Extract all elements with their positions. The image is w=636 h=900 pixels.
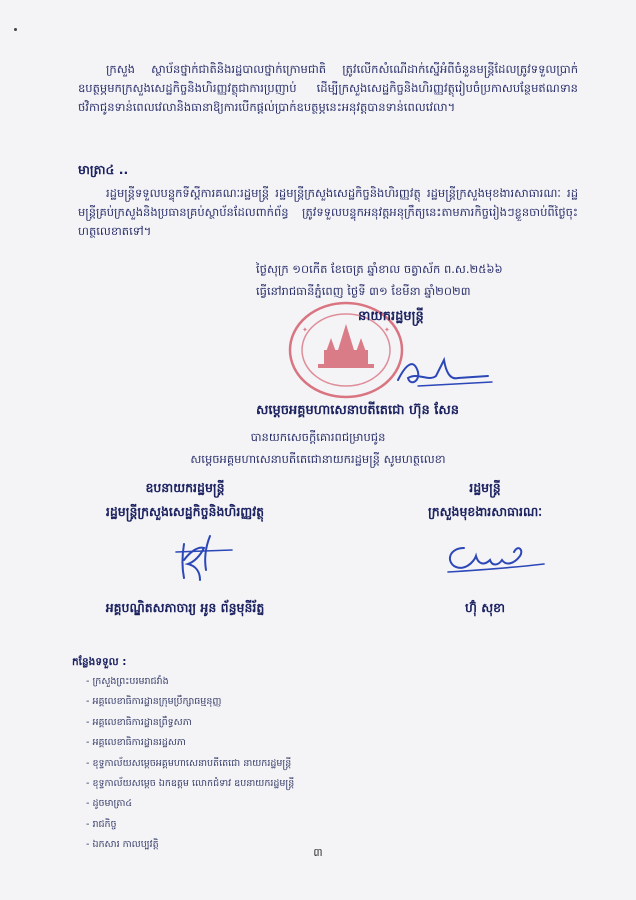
cc-list-item: - ឯកសារ កាលប្បវត្តិ <box>86 835 294 855</box>
article-heading: មាត្រា៤ .. <box>78 162 129 177</box>
submission-line-2: សម្តេចអគ្គមហាសេនាបតីតេជោនាយករដ្ឋមន្ត្រី សូមហត្ថលេខា <box>190 452 446 466</box>
svg-text:✦: ✦ <box>384 326 390 334</box>
cc-list-item: - ខុទ្ទកាល័យសម្តេច ឯកឧត្តម លោកជំទាវ ឧបនាយករដ្ឋមន្ត្រី <box>86 774 294 794</box>
right-signatory-name: ហ៊ុំ សុខា <box>464 600 506 615</box>
left-signatory-title-1: ឧបនាយករដ្ឋមន្ត្រី <box>145 480 225 495</box>
cc-list-item: - ខុទ្ទកាល័យសម្តេចអគ្គមហាសេនាបតីតេជោ នាយករដ្ឋមន្ត្រី <box>86 754 294 774</box>
right-signature <box>440 536 550 580</box>
cc-list-item: - រាជកិច្ច <box>86 815 294 835</box>
left-signature <box>170 526 240 588</box>
page-number: ៣ <box>313 846 323 859</box>
scan-speck <box>14 28 17 31</box>
left-signatory-name: អគ្គបណ្ឌិតសភាចារ្យ អូន ព័ន្ធមុនីរ័ត្ន <box>105 600 265 615</box>
cc-list-item: - ដូចមាត្រា៤ <box>86 794 294 814</box>
pm-name: សម្តេចអគ្គមហាសេនាបតីតេជោ ហ៊ុន សែន <box>256 403 459 418</box>
cc-list-item: - អគ្គលេខាធិការដ្ឋានព្រឹទ្ធសភា <box>86 713 294 733</box>
cc-list <box>86 672 294 856</box>
left-signatory-title-2: រដ្ឋមន្ត្រីក្រសួងសេដ្ឋកិច្ចនិងហិរញ្ញវត្ថុ <box>105 504 265 519</box>
date-lunar: ថ្ងៃសុក្រ ១០កើត ខែចេត្រ ឆ្នាំខាល ចត្វាស័ក ព.ស.២៥៦៦ <box>256 262 503 276</box>
submission-line-1: បានយកសេចក្តីគោរពជម្រាបជូន <box>250 430 386 444</box>
paragraph-2: រដ្ឋមន្ត្រីទទួលបន្ទុកទីស្ដីការគណៈរដ្ឋមន្ត្រី រដ្ឋមន្ត្រីក្រសួងសេដ្ឋកិច្ចនិងហិរញ្ញវត្ថុ រដ្ឋមន្ត្រីក្រសួងមុខងារសាធារណៈ រដ្ឋមន្ត្រីគ្រប់ក្រសួងនិងប្រធានគ្រប់ស្ថាប័នដែលពាក់ព័ន្ធ ត្រូវទទួលបន្ទុកអនុវត្តអនុក្រឹត្យនេះតាមភារកិច្ចរៀងៗខ្លួនចាប់ពីថ្ងៃចុះហត្ថលេខាតទៅ។ <box>78 186 578 238</box>
date-solar: ធ្វើនៅរាជធានីភ្នំពេញ ថ្ងៃទី ៣១ ខែមីនា ឆ្នាំ២០២៣ <box>256 284 471 298</box>
cc-list-item: - អគ្គលេខាធិការដ្ឋានក្រុមប្រឹក្សាធម្មនុញ្ញ <box>86 692 294 712</box>
paragraph-1: ក្រសួង ស្ថាប័នថ្នាក់ជាតិនិងរដ្ឋបាលថ្នាក់ក្រោមជាតិ ត្រូវលើកសំណើដាក់ស្នើអំពីចំនួនមន្ត្រីដែលត្រូវទទួលប្រាក់ឧបត្ថម្ភមកក្រសួងសេដ្ឋកិច្ចនិងហិរញ្ញវត្ថុជាការប្រញាប់ ដើម្បីក្រសួងសេដ្ឋកិច្ចនិងហិរញ្ញវត្ថុរៀបចំប្រកាសបន្ថែមឥណទានថវិកាជូនទាន់ពេលវេលានិងធានាឱ្យការបើកផ្តល់ប្រាក់ឧបត្ថម្ភនេះអនុវត្តបានទាន់ពេលវេលា។ <box>78 62 578 114</box>
cc-list-title: កន្លែងទទួល : <box>72 656 127 668</box>
pm-title: នាយករដ្ឋមន្ត្រី <box>358 309 424 324</box>
right-signatory-title-2: ក្រសួងមុខងារសាធារណៈ <box>427 504 543 519</box>
pm-signature <box>388 352 498 392</box>
svg-text:✦: ✦ <box>302 326 308 334</box>
right-signatory-title-1: រដ្ឋមន្ត្រី <box>469 480 501 495</box>
cc-list-item: - ក្រសួងព្រះបរមរាជវាំង <box>86 672 294 692</box>
cc-list-item: - អគ្គលេខាធិការដ្ឋានរដ្ឋសភា <box>86 733 294 753</box>
